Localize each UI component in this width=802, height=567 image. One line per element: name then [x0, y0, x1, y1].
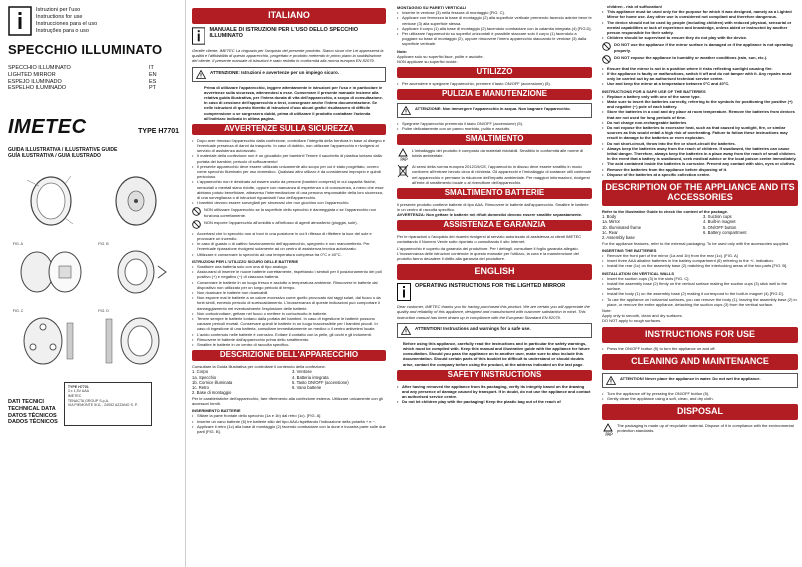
list-item: • Install the body (1) on the assembly base (2) making it correspond to the built-in magnet (4) [FIG.D].: [602, 291, 798, 296]
note-line: NON applicare su superfici ruvide.: [397, 59, 458, 65]
list-item: • Non ricaricare le batterie non ricaricabili.: [192, 290, 386, 295]
part-item: 1a. Mirror: [602, 219, 620, 225]
en-description-note: For the appliance features, refer to the external packaging. To be used only with the accessories supplied.: [602, 240, 790, 246]
en-disposal-row: [602, 423, 798, 437]
data-head-line: DATI TECNICI: [8, 399, 44, 406]
cleaning-list: [397, 121, 592, 131]
figure-row-3: [8, 309, 179, 374]
section-heading-en-cleaning: CLEANING AND MAINTENANCE: [602, 354, 798, 370]
recycle-icon: [602, 423, 614, 437]
prohibition-text: DO NOT use the appliance if the mirror surface is damaged or if the appliance is not operating properly.: [614, 42, 793, 53]
prohibition-text: DO NOT expose the appliance to humidity or weather conditions (rain, sun, etc.).: [614, 54, 768, 60]
en-note-line: DO NOT apply to rough surfaces.: [602, 318, 662, 324]
list-item: • Sfilare la parte frontale dello specchio (1a e 1b) dal retro (1c). [FIG. A]: [192, 413, 386, 418]
list-item: • Make sure to insert the batteries correctly, referring to the symbols for positioning the positive (+) and negative (−) pole of each battery.: [602, 99, 798, 109]
data-head-line: DATOS TÉCNICOS: [8, 412, 57, 419]
list-item: • Applicare il corpo (1) alla base di montaggio (2) facendolo combaciare con la calamita integrata (4) [FIG.D].: [397, 26, 592, 31]
disposal-text: L'imballaggio del prodotto è composto da materiali riciclabili. Smaltirlo in conformità alle norme di tutela ambientale.: [412, 148, 584, 159]
guide-line: GUÍA ILUSTRATIVA / GUIA ILUSTRADO: [8, 153, 101, 160]
en-use-list: [602, 346, 798, 351]
figure-d-magnet-mount: [98, 313, 174, 369]
list-item: • Accertarsi che lo specchio non si trovi in una posizione in cui il riflesso di riflettere la luce del sole e provocare un incendio.: [192, 231, 386, 241]
manual-line: Instruções para o uso: [36, 28, 89, 34]
part-item: 4. Built-in magnet: [703, 219, 736, 225]
list-item: • Turn the appliance off by pressing the ON/OFF button (5).: [602, 391, 798, 396]
weee-row: [397, 164, 592, 185]
plate-line: IMETEC: [67, 393, 82, 398]
manual-line: Instrucciones para el uso: [36, 21, 98, 27]
part-item: 6. Vano batterie: [292, 385, 322, 391]
intro-text: Gentile cliente, IMETEC La ringrazia per l'acquisto del presente prodotto. Siamo sicuri che Lei apprezzerà la qualità e l'affidabilità di questo apparecchio, progettato e prodotto mettendo in primo piano la soddisfazione del cliente. Il presente manuale di istruzioni è stato redatto in conformità alla norma europea EN 82079.: [192, 47, 384, 64]
battery-heading: ISTRUZIONI PER L'UTILIZZO SICURO DELLE BATTERIE: [192, 258, 299, 264]
section-heading-en-disposal: DISPOSAL: [602, 404, 798, 420]
info-book-icon: [192, 27, 205, 45]
product-title: SPECCHIO ILLUMINATO: [8, 42, 163, 57]
en-cleaning-list: [602, 391, 798, 401]
brand-name: IMETEC: [8, 116, 87, 139]
en-cleaning-warning-box: [602, 373, 798, 388]
technical-data-heading: [8, 399, 58, 425]
figure-b-base-assembly: [98, 246, 174, 298]
part-item: 1b. Illuminated frame: [602, 224, 642, 230]
safety-list-2: [192, 231, 386, 257]
prohibition-row: [192, 220, 386, 229]
list-item: • The device should not be used by people (including children) with reduced physical, sensorial or mental capabilities or lack of experience and knowledge, unless aided or instructed by another person responsible for their safety.: [602, 20, 798, 36]
warning-icon: [401, 106, 411, 115]
list-item: • Children should be supervised to ensure they do not play with the device.: [602, 35, 798, 40]
prohibition-icon: [602, 55, 611, 64]
plate-line: 3 x 1,5V AAA: [67, 389, 89, 394]
en-attention-text: ATTENTION! Instructions and warnings for a safe use.: [415, 325, 531, 331]
part-item: 5. Tasto ON/OFF (accensione): [292, 379, 349, 385]
cover-column: [0, 0, 186, 567]
manual-line: Istruzioni per l'uso: [36, 7, 81, 13]
en-disposal-text: The packaging is made up of recyclable material. Dispose of it in compliance with the environmental protection standards.: [617, 422, 794, 434]
en-manual-heading: OPERATING INSTRUCTIONS FOR THE LIGHTED MIRROR: [415, 283, 566, 290]
prohibition-icon: [192, 207, 201, 216]
guide-line: GUIDA ILLUSTRATIVA / ILLUSTRATIVE GUIDE: [8, 147, 118, 154]
language-name: LIGHTED MIRROR: [8, 71, 56, 78]
continued-text: children - risk of suffocation!: [607, 4, 663, 9]
section-heading-use: UTILIZZO: [397, 67, 592, 78]
insert-batteries-list: [192, 413, 386, 434]
en-intro-text: Dear customer, IMETEC thanks you for having purchased this product. We are certain you will appreciate the quality and reliability of this appliance, designed and manufactured with customer satisfaction in mind. This instruction manual has been drawn up in compliance with the European Standard EN 82079.: [397, 304, 590, 320]
mirror-exploded-figure: [21, 166, 81, 236]
en-before-use-text: Before using this appliance, carefully read the instructions and in particular the safety warnings, which must be complied with. Keep this manual and illustrative guide with the appliance for future consultation. Should you pass the appliance on to another user, make sure to also include this documentation. Should certain parts of this booklet be difficult to understand or should doubts arise, contact the company before using the product, at the address indicated on the last page.: [403, 340, 590, 367]
list-item: • Install the rear (1c) on the assembly base (2) matching the interlocking areas of the two parts [FIG. B].: [602, 263, 798, 268]
part-item: 1. Body: [602, 214, 617, 220]
english-column: [598, 0, 802, 567]
prohibition-icon: [602, 42, 611, 51]
section-heading-cleaning: PULIZIA E MANUTENZIONE: [397, 89, 592, 100]
language-index: [8, 65, 179, 92]
part-item: 1c. Rear: [602, 229, 618, 235]
part-item: 1. Corpo: [192, 369, 209, 375]
list-item: • This appliance must be used only for the purpose for which it was designed, namely as a Lighted Mirror for home use. Any other use is considered not compliant and therefore dangerous.: [602, 9, 798, 19]
en-safety-continued-list: [602, 9, 798, 40]
part-item: 3. Ventose: [292, 369, 312, 375]
section-heading-safety: AVVERTENZE SULLA SICUREZZA: [192, 124, 386, 135]
rating-plate: [64, 382, 152, 426]
prohibition-row: [602, 55, 798, 64]
list-item: • Smaltire le batterie in un centro di raccolta specifico.: [192, 342, 386, 347]
en-attention-box: [397, 323, 592, 338]
illustrative-guide-heading: [8, 147, 179, 160]
svg-text:PAP: PAP: [605, 431, 613, 437]
info-book-icon: [397, 283, 411, 301]
part-item: 3. Suction cups: [703, 214, 732, 220]
list-item: • Insert the suction cups (3) in the slots [FIG. C].: [602, 276, 798, 281]
part-item: 6. Battery compartment: [703, 229, 747, 235]
data-head-line: TECHNICAL DATA: [8, 406, 56, 412]
list-item: • Insert three AAA alkaline batteries in the battery compartment (6) referring to the +/- indication.: [602, 258, 798, 263]
use-list: [397, 81, 592, 86]
en-walls-heading: INSTALLATION ON VERTICAL WALLS: [602, 270, 674, 276]
en-battery-heading: INSTRUCTIONS FOR A SAFE USE OF THE BATTERIES: [602, 88, 706, 94]
list-item: • If the appliance is faulty or malfunctions, switch it off and do not tamper with it. Any repairs must only be carried out by an authorised technical service centre.: [602, 71, 798, 81]
cleaning-warning-box: [397, 103, 592, 118]
safety-list: [192, 138, 386, 206]
cleaning-warning-text: ATTENZIONE: Non immergere l'apparecchio in acqua. Non bagnare l'apparecchio.: [415, 106, 571, 112]
list-item: • Dopo aver rimosso l'apparecchio dalla confezione, controllare l'integrità della fornitura in base al disegno e l'eventuale presenza di danni da trasporto. In caso di dubbio, non utilizzare l'apparecchio e rivolgersi al servizio di assistenza autorizzato.: [192, 138, 386, 154]
en-walls-list: [602, 276, 798, 307]
product-type: TYPE H7701: [138, 128, 179, 136]
part-item: 1b. Cornice illuminata: [192, 379, 233, 385]
list-item: • After having removed the appliance from its packaging, verify its integrity based on the drawing and any presence of damage caused by transport. If in doubt, do not use the appliance and contact an authorised service centre.: [397, 384, 592, 400]
warning-icon: [606, 376, 616, 385]
section-heading-en-safety: SAFETY INSTRUCTIONS: [397, 370, 592, 381]
section-heading-en-description: DESCRIPTION OF THE APPLIANCE AND ITS ACCESSORIES: [602, 180, 798, 206]
list-item: • Dispose of the batteries at a specific collection centre.: [602, 172, 798, 177]
en-insert-list: [602, 253, 798, 269]
list-item: • To use the appliance on horizontal surfaces, you can remove the body (1), leaving the assembly base (2) in place, or remove the entire appliance, detaching the suction cups (3) from the vertical surface.: [602, 297, 798, 307]
section-heading-warranty: ASSISTENZA E GARANZIA: [397, 220, 592, 231]
mount-list: [397, 10, 592, 46]
mirror-rear-figure: [106, 166, 166, 236]
list-item: • Tenere sempre le batterie lontano dalla portata dei bambini. In caso di ingestione le batterie possono causare pericoli mortali. Conservare quindi le batterie in un luogo inaccessibile per i bambini piccoli. In caso di ingestione di una batteria, consultare immediatamente un medico o il centro antiveleni locale.: [192, 316, 386, 332]
prohibition-row: [192, 207, 386, 217]
en-cleaning-warning-text: ATTENTION! Never place the appliance in water. Do not wet the appliance.: [620, 375, 761, 381]
list-item: • Remove the front part of the mirror (1a and 1b) from the rear (1c). [FIG. A]: [602, 253, 798, 258]
part-item: 1c. Retro: [192, 385, 209, 391]
list-item: • Do not short-circuit, throw into the fire or short-circuit the batteries.: [602, 141, 798, 146]
figure-a-battery-insert: [13, 246, 89, 298]
figure-label: FIG. C: [12, 308, 24, 313]
warning-icon: [196, 70, 206, 79]
prohibition-icon: [192, 220, 201, 229]
list-item: • Ensure that the mirror is not in a position where it risks reflecting sunlight causing fire.: [602, 66, 798, 71]
list-item: • Do not expose the batteries to excessive heat, such as that caused by sunlight, fire, or similar sources as this would entail a high risk of overheating. Failure to follow these instructions may result in damage to the batteries or even explosion.: [602, 125, 798, 141]
list-item: • Spegnere l'apparecchio premendo il tasto ON/OFF (accensione) (5).: [397, 121, 592, 126]
part-item: 5. ON/OFF button: [703, 224, 737, 230]
figure-label: FIG. A: [12, 241, 23, 246]
list-item: • Do not charge non-rechargeable batteries: [602, 120, 798, 125]
plate-line: VIA PIEMONTE 5/11 - 24052 AZZANO S. P.: [67, 403, 138, 408]
brand-logo: [8, 116, 179, 139]
italian-english-column: [393, 0, 597, 567]
part-item: 2. Base di montaggio: [192, 390, 232, 396]
figure-row-2: [8, 242, 179, 303]
language-code: ES: [149, 78, 157, 85]
part-item: 2. Assembly base: [602, 235, 635, 241]
warranty-text-2: L'apparecchio è coperto da garanzia del produttore. Per i dettagli, consultare il foglio garanzia allegato. L'inosservanza delle istruzioni contenute in questo manuale per l'utilizzo, la cura e la manutenzione del prodotto fanno decadere il diritto alla garanzia del produttore.: [397, 245, 579, 262]
recycle-icon: [397, 148, 409, 162]
plate-line: TYPE H7701: [67, 384, 89, 389]
list-item: • Pulire delicatamente con un panno morbido, pulito e asciutto.: [397, 126, 592, 131]
manual-heading: MANUALE DI ISTRUZIONI PER L'USO DELLO SPECCHIO ILLUMINATO: [209, 26, 359, 40]
en-safety-list-2: [602, 66, 798, 87]
figure-label: FIG. B: [98, 241, 109, 246]
italian-column: [186, 0, 391, 567]
list-item: • Assicurarsi di inserire le nuove batterie correttamente, rispettando i simboli per il posizionamento dei poli positivo (+) e negativo (−) di ciascuna batteria.: [192, 269, 386, 279]
mount-heading: MONTAGGIO SU PARETI VERTICALI: [397, 5, 467, 10]
list-item: • Per accendere e spegnere l'apparecchio, premere il tasto ON/OFF (accensione) (5).: [397, 81, 592, 86]
manual-heading-row: [192, 27, 386, 45]
part-item: 4. Batteria integrata: [292, 374, 329, 380]
language-code: EN: [149, 71, 157, 78]
en-manual-heading-row: [397, 283, 592, 301]
en-safety-list: [397, 384, 592, 405]
plate-line: TENACTA GROUP S.p.A.: [67, 398, 110, 403]
list-item: • Rimuovere le batterie dall'apparecchio prima dello smaltimento.: [192, 337, 386, 342]
prohibition-row: [602, 42, 798, 52]
list-item: • Utilizzare e conservare lo specchio ad una temperatura compresa tra 0°C e 40°C.: [192, 252, 386, 257]
attention-box: [192, 67, 386, 82]
list-item: • Il presente apparecchio deve essere utilizzato unicamente allo scopo per cui è stato progettato, ovvero come specchio illuminato per uso domestico. Qualsiasi altro utilizzo è da considerarsi improprio e quindi pericoloso.: [192, 164, 386, 180]
list-item: • Conservare le batterie in un luogo fresco e asciutto a temperatura ambiente. Rimuovere le batterie dal dispositivo non utilizzato per un lungo periodo di tempo.: [192, 280, 386, 290]
attention-text: ATTENZIONE: Istruzioni e avvertenze per un impiego sicuro.: [210, 69, 339, 75]
warranty-text: Per le riparazioni o l'acquisto dei ricambi rivolgersi al servizio autorizzato di assistenza ai clienti IMETEC contattando il Numero Verde sotto riportato o consultando il sito Internet.: [397, 234, 582, 245]
section-heading-english: ENGLISH: [397, 264, 592, 280]
list-item: • Applicare con fermezza la base di montaggio (2) alla superficie verticale premendo facendo aderire bene le ventose (3) alla superficie stessa.: [397, 15, 592, 25]
svg-text:PAP: PAP: [400, 157, 408, 163]
list-item: • L'apparecchio non è destinato ad essere usato da persone (bambini compresi) le cui capacità fisiche, sensoriali o mentali siano ridotte, oppure con mancanza di esperienza o di conoscenza, a meno che esse abbiano potuto beneficiare, attraverso l'intermediazione di una persona responsabile della loro sicurezza, di una sorveglianza o di istruzioni riguardanti l'uso dell'apparecchio.: [192, 179, 386, 200]
manual-line: Instructions for use: [36, 14, 83, 20]
list-item: • Per utilizzare l'apparecchio su superfici orizzontali è possibile staccare solo il corpo (1) facendolo a poggiare su base di montaggio (2), oppure rimuovere l'intero apparecchio staccando le ventose (3) dalla superficie verticale.: [397, 31, 592, 47]
en-note-line: Note:: [602, 308, 612, 313]
battery-disposal-text: Il presente prodotto contiene batterie di tipo AAA. Rimuovere le batterie dall'apparecchio. Smaltire le batterie in un centro di raccolta specifico.: [397, 201, 589, 213]
figure-label: FIG. D: [98, 308, 109, 313]
warning-icon: [401, 326, 411, 335]
list-item: • Use and keep the mirror at a temperature between 0°C and 40°C.: [602, 81, 798, 86]
list-item: • Press the ON/OFF button (5) to turn the appliance on and off.: [602, 346, 798, 351]
language-code: IT: [149, 65, 154, 71]
en-insert-heading: INSERTING THE BATTERIES: [602, 247, 657, 253]
list-item: • Store the batteries in a cool and dry place at room temperature. Remove the batteries from devices that are not used for long periods of time.: [602, 109, 798, 119]
section-heading-disposal: SMALTIMENTO: [397, 134, 592, 145]
insert-batteries-heading: INSERIMENTO BATTERIE: [192, 408, 241, 414]
list-item: • L'acido contenuto nelle batterie è corrosivo. Evitare il contatto con la pelle, gli occhi e gli indumenti.: [192, 332, 386, 337]
list-item: • Inserire un vano batterie (6) tre batterie stilo del tipo AAA rispettando l'indicazione della polarità + e −.: [192, 419, 386, 424]
disposal-row: [397, 148, 592, 162]
weee-text: Ai sensi della norma europea 2012/19/CE, l'apparecchio in disuso deve essere smaltito in modo conforme all'entrare bevuto circa di richiesta. Gli apparecchi e l'imballaggio di sostanze utili contenute nel apparecchio e permane la riduzione dell'impatto ambientale. Per maggiori informazioni, rivolgersi all'ente di smaltimento locale o al rivenditore dell'apparecchio.: [412, 164, 592, 185]
battery-disposal-warning: AVVERTENZA: Non gettare le batterie nei rifiuti domestici devono essere smaltite separatamente.: [397, 212, 583, 218]
language-name: ESPELHO ILUMINADO: [8, 85, 67, 92]
figure-row-1: [8, 166, 179, 236]
en-description-intro: Refer to the Illustrative Guide to check the content of the package.: [602, 208, 729, 214]
before-use-text: Prima di utilizzare l'apparecchio, leggere attentamente le istruzioni per l'uso e in particolare le avvertenze sulla sicurezza, attenendosi a esse. Conservare il presente manuale insieme alla relativa guida illustrativa, per l'intera durata di vita dell'apparecchio, a scopo di consultazione. In caso di cessione dell'apparecchio a terzi, consegnare anche l'intera documentazione. Se nelle istruzioni di questo libretto di istruzioni d'uso alcuni grafici risultassero di difficile comprensione o se sorgessero dubbi, prima di utilizzare il prodotto contattare l'azienda all'indirizzo indicato in ultima pagina.: [204, 84, 383, 121]
manual-header: [8, 6, 179, 36]
list-item: • Replace a battery only with one of the same type.: [602, 94, 798, 99]
description-intro: Consultare la Guida Illustrativa per controllare il contenuto della confezione.: [192, 364, 326, 370]
list-item: • Install the assembly base (2) firmly on the vertical surface making the suction cups (3) stick well to the surface.: [602, 281, 798, 291]
prohibition-text: NON utilizzare l'apparecchio se la superficie dello specchio è danneggiata o se l'apparecchio non funziona correttamente.: [204, 207, 377, 218]
description-note: Per le caratteristiche dell'apparecchio, fare riferimento alla confezione esterna. Utilizzare unicamente con gli accessori forniti.: [192, 395, 383, 406]
prohibition-text: NON esporre l'apparecchio all'umidità o all'influsso di agenti atmosferici (pioggia, sole).: [204, 219, 358, 225]
list-item: • Non esporre mai le batterie a un calore eccessivo come quello provocato dai raggi solari, dal fuoco o da fonti simili, ennesto pericolo di surriscaldamento. L'inosservanza di queste indicazioni può comportare il danneggiamento nel eventualmente l'esplosione delle batterie.: [192, 295, 386, 311]
en-battery-list: [602, 94, 798, 177]
list-item: • Remove the batteries from the appliance before disposing of it.: [602, 167, 798, 172]
battery-list: [192, 264, 386, 347]
list-item: • The acid contained inside the batteries is corrosive. Prevent any contact with skin, eyes or clothes.: [602, 161, 798, 166]
list-item: • Gently clean the appliance using a soft, clean, and dry cloth.: [602, 396, 798, 401]
en-note-line: Apply only to smooth, clean and dry surfaces.: [602, 313, 683, 319]
note-line: Applicare solo su superfici lisce, pulite e asciutte.: [397, 53, 484, 59]
data-head-line: DADOS TÉCNICOS: [8, 419, 58, 426]
crossed-bin-icon: [397, 164, 409, 178]
list-item: • Do not let children play with the packaging! Keep the plastic bag out of the reach of: [397, 399, 592, 404]
list-item: • Non cortocircuitare, gettare nel fuoco o mettere in cortocircuito le batterie.: [192, 311, 386, 316]
list-item: • In caso di guasto o di cattivo funzionamento dell'apparecchio, spegnerlo e non manometterlo. Per l'eventuale riparazione rivolgersi solamente ad un centro di assistenza tecnica autorizzato.: [192, 241, 386, 251]
list-item: • I bambini devono essere sorvegliati per sincerarsi che non giochino con l'apparecchio.: [192, 200, 386, 205]
info-book-icon: [8, 6, 32, 36]
figure-c-suction-cups: [13, 313, 89, 369]
language-code: PT: [149, 85, 157, 92]
section-heading-battery-disposal: SMALTIMENTO BATTERIE: [397, 188, 592, 199]
list-item: • Sostituire una batteria solo con una di tipo analogo.: [192, 264, 386, 269]
section-heading-en-use: INSTRUCTIONS FOR USE: [602, 327, 798, 343]
section-heading-description: DESCRIZIONE DELL'APPARECCHIO: [192, 350, 386, 361]
list-item: • Il materiale della confezione non è un giocattolo per bambini! Tenere il sacchetto di plastica lontano dalla portata dei bambini; pericolo di soffocamento!: [192, 153, 386, 163]
section-heading-italiano: ITALIANO: [192, 8, 386, 24]
part-item: 1a. Specchio: [192, 374, 217, 380]
note-heading: Note:: [397, 48, 408, 54]
list-item: • Inserire le ventose (3) nella fessura di montaggio [FIG. C].: [397, 10, 592, 15]
en-parts-list: [602, 214, 798, 240]
parts-list: [192, 369, 386, 395]
language-name: ESPEJO ILUMINADO: [8, 78, 62, 85]
language-name: SPECCHIO ILLUMINATO: [8, 65, 71, 71]
list-item: • Applicare il retro (1c) alla base di montaggio (2) facendo combaciare con la dune e incastra parte sulle due parti [FIG. B].: [192, 424, 386, 434]
list-item: • Always keep the batteries away from the reach of children. If swallowed, the batteries can cause lethal danger. Therefore, always keep the batteries in a place away from the reach of small children. In the event that a battery is swallowed, seek medical advice or the local poison centre immediately.: [602, 146, 798, 162]
